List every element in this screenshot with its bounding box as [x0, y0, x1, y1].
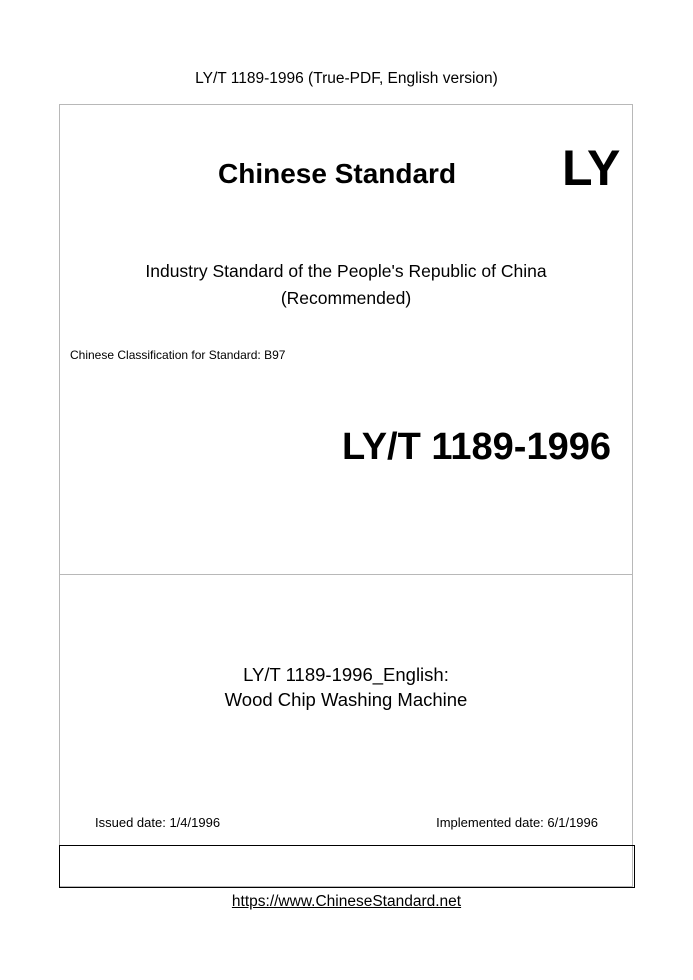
standard-code: LY [562, 140, 620, 196]
section-divider [59, 574, 633, 575]
cover-title: Chinese Standard [218, 158, 457, 189]
issued-date: Issued date: 1/4/1996 [95, 815, 221, 830]
subtitle-line-1: Industry Standard of the People's Republic of China [145, 261, 547, 281]
classification-text: Chinese Classification for Standard: B97 [70, 348, 286, 362]
english-title-line-2: Wood Chip Washing Machine [224, 689, 468, 710]
bottom-box [59, 845, 635, 888]
footer-link[interactable]: https://www.ChineseStandard.net [231, 893, 462, 910]
subtitle-line-2: (Recommended) [280, 288, 412, 308]
implemented-date: Implemented date: 6/1/1996 [436, 815, 598, 830]
page-header: LY/T 1189-1996 (True-PDF, English version) [195, 70, 498, 87]
standard-number: LY/T 1189-1996 [341, 426, 611, 468]
english-title-line-1: LY/T 1189-1996_English: [243, 664, 449, 685]
cover-frame [59, 104, 633, 887]
